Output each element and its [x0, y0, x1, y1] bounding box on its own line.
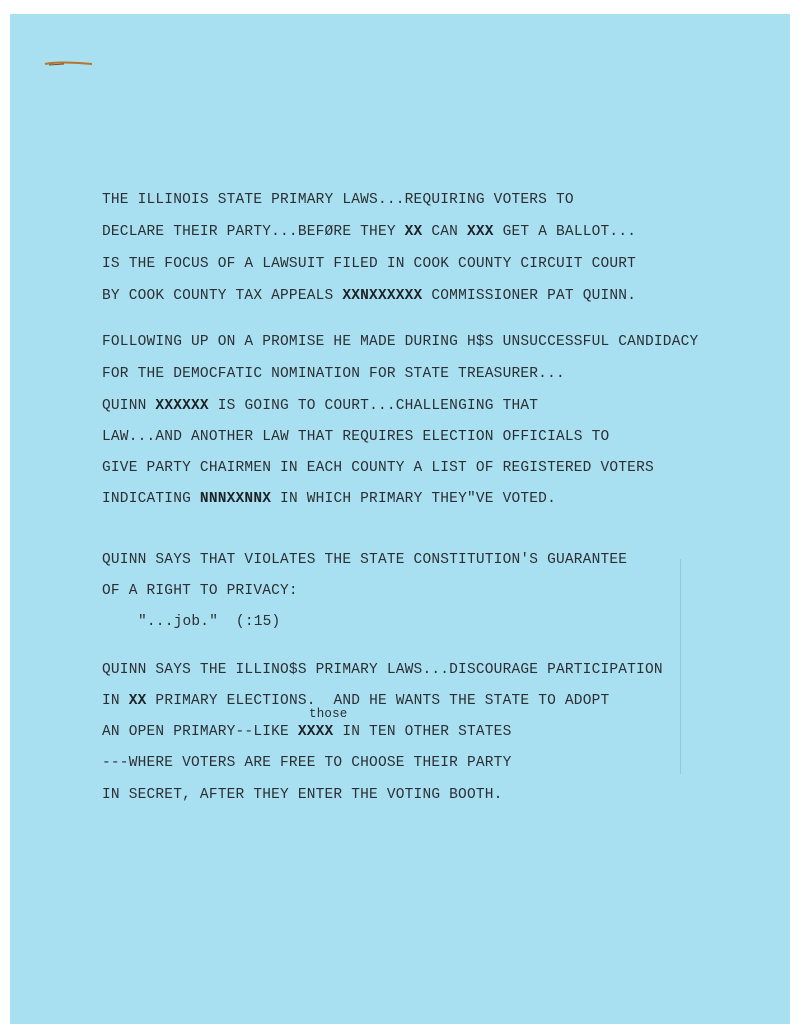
text-span: BY COOK COUNTY TAX APPEALS: [102, 288, 343, 304]
text-span: LAW...AND ANOTHER LAW THAT REQUIRES ELECTION OFFICIALS TO: [102, 429, 610, 445]
text-span: AN OPEN PRIMARY--LIKE: [102, 724, 298, 740]
text-span: IN SECRET, AFTER THEY ENTER THE VOTING BOOTH.: [102, 787, 503, 803]
text-line: [102, 254, 636, 274]
text-span: IS THE FOCUS OF A LAWSUIT FILED IN COOK COUNTY CIRCUIT COURT: [102, 256, 637, 272]
text-span: FOLLOWING UP ON A PROMISE HE MADE DURING H$S UNSUCCESSFUL CANDIDACY: [102, 334, 699, 350]
text-line: [102, 581, 298, 601]
text-span: CAN: [422, 224, 467, 240]
text-line: [102, 691, 609, 711]
struck-text: XXXX: [297, 724, 334, 740]
text-span: QUINN SAYS THAT VIOLATES THE STATE CONSTITUTION'S GUARANTEE: [102, 552, 628, 568]
text-span: IN TEN OTHER STATES: [333, 724, 512, 740]
text-span: GIVE PARTY CHAIRMEN IN EACH COUNTY A LIST OF REGISTERED VOTERS: [102, 460, 654, 476]
text-line: [102, 660, 663, 680]
soundbite-cue: [138, 612, 280, 632]
text-span: FOR THE DEMOCFATIC NOMINATION FOR STATE TREASURER...: [102, 366, 565, 382]
text-span: GET A BALLOT...: [493, 224, 637, 240]
text-line: [102, 286, 636, 306]
struck-text: XXXXXX: [155, 398, 209, 414]
text-line: [102, 550, 627, 570]
text-span: PRIMARY ELECTIONS. AND HE WANTS THE STATE TO ADOPT: [146, 693, 610, 709]
struck-text: XXNXXXXXX: [342, 288, 423, 304]
text-line: [102, 427, 609, 447]
handwritten-insert: those: [309, 707, 348, 721]
text-line: [102, 722, 511, 742]
text-span: IN WHICH PRIMARY THEY"VE VOTED.: [271, 491, 556, 507]
text-line: [102, 753, 511, 773]
text-line: [102, 396, 538, 416]
text-line: [102, 332, 698, 352]
text-line: [102, 222, 636, 242]
struck-text: NNNXXNNX: [199, 491, 272, 507]
text-line: [102, 489, 556, 509]
text-span: IS GOING TO COURT...CHALLENGING THAT: [208, 398, 539, 414]
struck-text: XX: [404, 224, 423, 240]
text-line: [102, 785, 503, 805]
struck-text: XX: [128, 693, 147, 709]
text-span: QUINN: [102, 398, 156, 414]
struck-text: XXX: [466, 224, 494, 240]
text-span: INDICATING: [102, 491, 200, 507]
staple-mark: [44, 60, 94, 68]
text-line: [102, 458, 654, 478]
text-span: THE ILLINOIS STATE PRIMARY LAWS...REQUIRING VOTERS TO: [102, 192, 574, 208]
text-span: DECLARE THEIR PARTY...BEFØRE THEY: [102, 224, 405, 240]
text-line: [102, 364, 565, 384]
faint-margin-line: [680, 559, 681, 774]
text-span: COMMISSIONER PAT QUINN.: [422, 288, 637, 304]
text-span: "...job." (:15): [138, 614, 281, 630]
text-span: IN: [102, 693, 129, 709]
text-span: OF A RIGHT TO PRIVACY:: [102, 583, 298, 599]
text-line: [102, 190, 574, 210]
document-page: [10, 14, 790, 1024]
text-span: ---WHERE VOTERS ARE FREE TO CHOOSE THEIR PARTY: [102, 755, 512, 771]
text-span: QUINN SAYS THE ILLINO$S PRIMARY LAWS...DISCOURAGE PARTICIPATION: [102, 662, 663, 678]
